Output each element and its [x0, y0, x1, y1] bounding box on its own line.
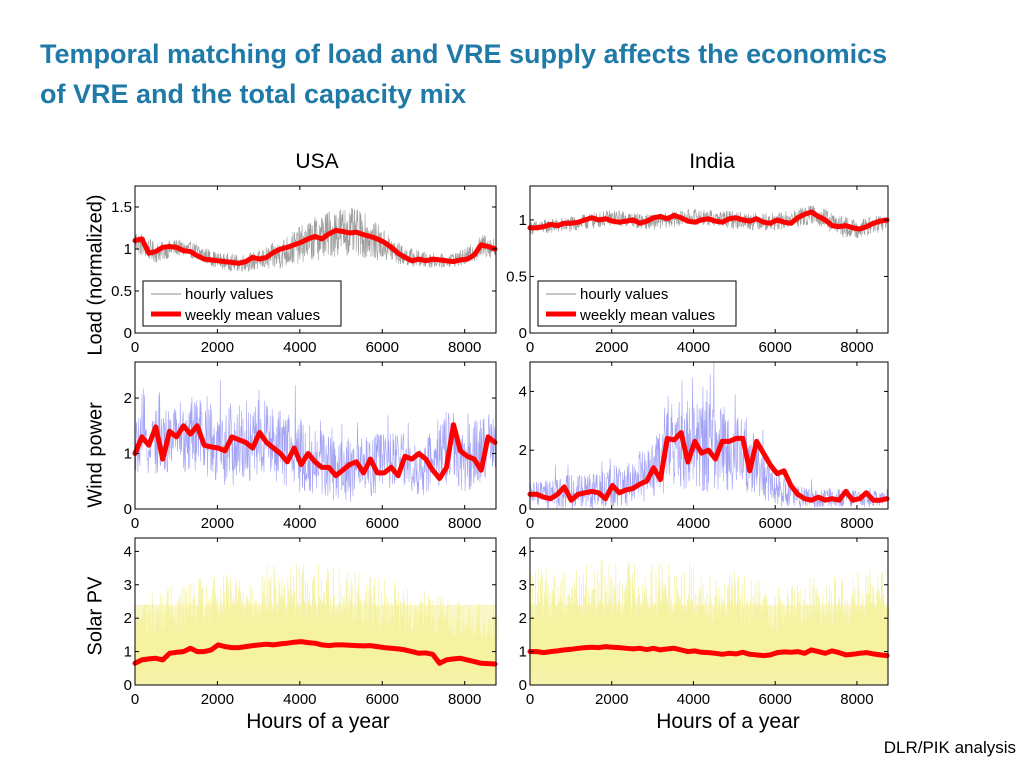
- y-tick-label: 0.5: [506, 268, 527, 286]
- panel-usa-wind: [124, 362, 496, 532]
- x-tick-label: 8000: [840, 515, 874, 532]
- x-tick-label: 6000: [365, 339, 399, 356]
- y-tick-label: 2: [518, 610, 527, 628]
- x-tick-label: 8000: [447, 339, 482, 356]
- x-tick-label: 4000: [676, 691, 711, 708]
- slide-title-line-1: Temporal matching of load and VRE supply affects the economics: [40, 39, 888, 69]
- x-tick-label: 2000: [200, 339, 235, 356]
- panel-india-solar: [519, 538, 889, 708]
- legend-hourly-label: hourly values: [580, 286, 669, 303]
- y-tick-label: 0: [123, 677, 132, 694]
- row-label-load: Load (normalized): [84, 194, 107, 356]
- legend-weekly-label: weekly mean values: [185, 307, 321, 324]
- panel-india-load: [506, 186, 888, 356]
- panel-usa-solar: [124, 538, 497, 708]
- legend-weekly-label: weekly mean values: [580, 307, 716, 324]
- y-tick-label: 1: [123, 241, 132, 258]
- y-tick-label: 1.5: [111, 199, 132, 216]
- panel-india-wind: [519, 362, 888, 532]
- column-title-india: India: [689, 150, 735, 173]
- y-tick-label: 0: [123, 501, 132, 518]
- y-tick-label: 0: [518, 325, 527, 342]
- y-tick-label: 3: [123, 576, 132, 594]
- y-tick-label: 0: [123, 325, 132, 342]
- x-axis-label-usa: Hours of a year: [246, 710, 390, 733]
- column-title-usa: USA: [295, 150, 339, 173]
- x-tick-label: 0: [130, 339, 140, 356]
- legend-hourly-label: hourly values: [185, 286, 274, 303]
- y-tick-label: 2: [123, 610, 132, 628]
- x-tick-label: 8000: [840, 691, 874, 708]
- y-tick-label: 1: [123, 643, 132, 661]
- x-tick-label: 4000: [283, 515, 317, 532]
- row-label-wind: Wind power: [84, 402, 107, 508]
- slide-title-line-2: of VRE and the total capacity mix: [40, 79, 467, 109]
- panel-usa-load: [111, 186, 496, 356]
- x-tick-label: 6000: [365, 515, 399, 532]
- x-tick-label: 4000: [283, 691, 317, 708]
- x-tick-label: 8000: [447, 515, 482, 532]
- x-tick-label: 0: [525, 691, 535, 708]
- y-tick-label: 3: [518, 576, 527, 594]
- y-tick-label: 4: [518, 543, 527, 561]
- y-tick-label: 4: [123, 543, 132, 561]
- y-tick-label: 0: [518, 677, 527, 694]
- y-tick-label: 2: [123, 390, 132, 408]
- x-tick-label: 0: [525, 515, 535, 532]
- y-tick-label: 1: [518, 643, 527, 661]
- y-tick-label: 4: [518, 383, 527, 401]
- x-tick-label: 0: [525, 339, 535, 356]
- x-tick-label: 4000: [283, 339, 317, 356]
- x-tick-label: 6000: [365, 691, 399, 708]
- x-tick-label: 2000: [200, 691, 235, 708]
- x-tick-label: 4000: [676, 339, 711, 356]
- x-tick-label: 2000: [595, 339, 629, 356]
- row-label-solar: Solar PV: [84, 576, 107, 656]
- x-axis-label-india: Hours of a year: [656, 710, 800, 733]
- x-tick-label: 0: [130, 515, 140, 532]
- y-tick-label: 0: [518, 501, 527, 518]
- y-tick-label: 1: [123, 445, 132, 463]
- x-tick-label: 2000: [595, 515, 629, 532]
- x-tick-label: 6000: [758, 515, 792, 532]
- x-tick-label: 4000: [676, 515, 711, 532]
- y-tick-label: 0.5: [111, 283, 132, 300]
- x-tick-label: 2000: [595, 691, 629, 708]
- x-tick-label: 8000: [840, 339, 874, 356]
- x-tick-label: 6000: [758, 691, 792, 708]
- y-tick-label: 2: [518, 442, 527, 460]
- x-tick-label: 6000: [758, 339, 792, 356]
- source-note: DLR/PIK analysis: [883, 738, 1016, 757]
- x-tick-label: 0: [130, 691, 140, 708]
- y-tick-label: 1: [518, 211, 527, 229]
- x-tick-label: 8000: [447, 691, 482, 708]
- x-tick-label: 2000: [200, 515, 235, 532]
